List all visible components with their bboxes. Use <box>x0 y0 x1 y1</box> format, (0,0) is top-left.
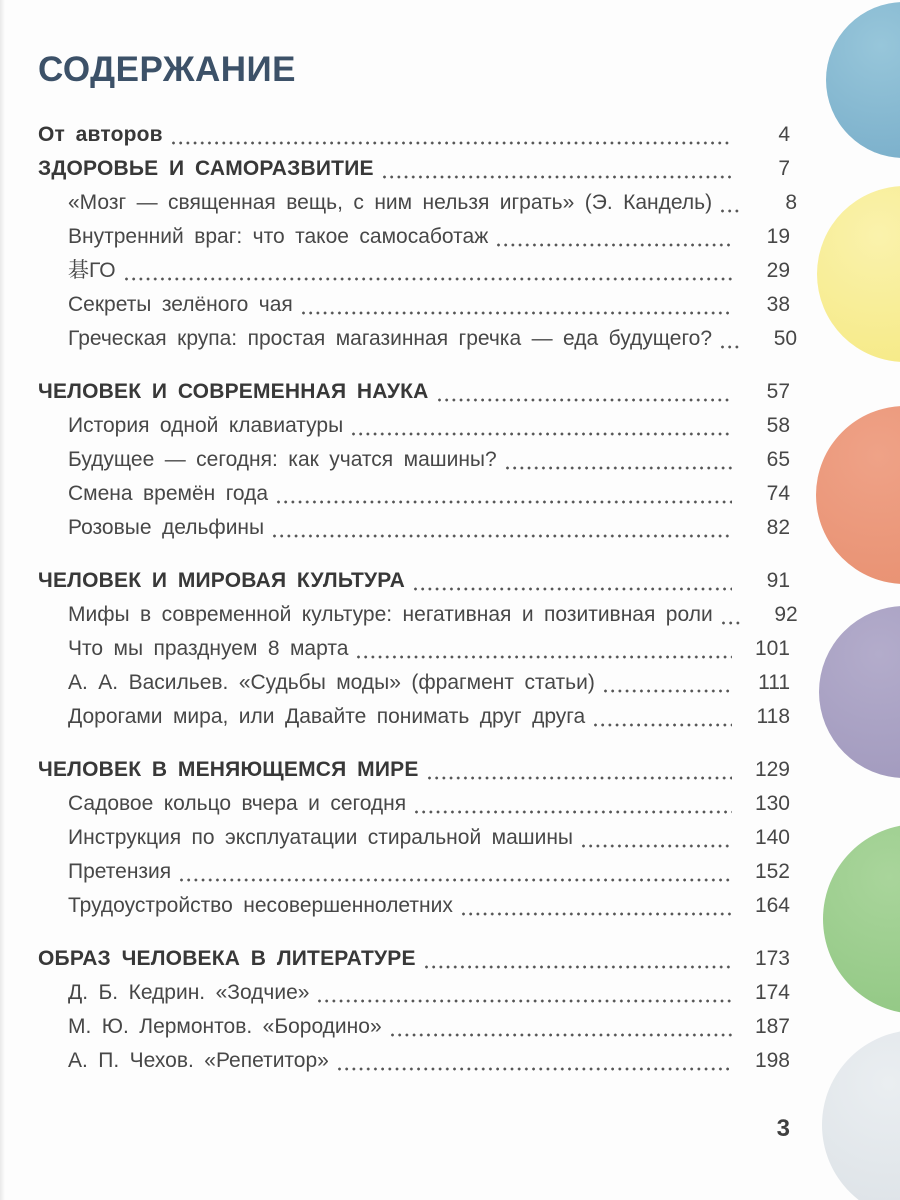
toc-item-page: 29 <box>766 259 790 282</box>
toc-item-label: Розовые дельфины <box>68 516 265 539</box>
toc-item-label: ЗДОРОВЬЕ И САМОРАЗВИТИЕ <box>38 157 374 180</box>
toc-row <box>38 152 790 186</box>
dotted-leader <box>594 723 732 727</box>
toc-item-page: 101 <box>754 637 790 660</box>
toc-item-label: От авторов <box>38 123 163 146</box>
toc-row <box>38 942 790 976</box>
toc-item-label: «Мозг — священная вещь, с ним нельзя играть» (Э. Кандель) <box>68 191 713 214</box>
dotted-leader <box>721 345 739 349</box>
dotted-leader <box>383 175 732 179</box>
toc-item-page: 140 <box>754 826 790 849</box>
toc-item-label: Внутренний враг: что такое самосаботаж <box>68 225 489 248</box>
toc-item-page: 130 <box>754 792 790 815</box>
dotted-leader <box>352 432 732 436</box>
toc-item-page: 8 <box>785 191 798 214</box>
dotted-leader <box>462 912 732 916</box>
toc-item-label: Инструкция по эксплуатации стиральной машины <box>68 826 574 849</box>
dotted-leader <box>721 209 739 213</box>
toc-item-label: М. Ю. Лермонтов. «Бородино» <box>68 1015 382 1038</box>
toc-item-label: ЧЕЛОВЕК И МИРОВАЯ КУЛЬТУРА <box>38 569 406 592</box>
toc-item-page: 174 <box>754 981 790 1004</box>
toc-item-label: Секреты зелёного чая <box>68 293 293 316</box>
dotted-leader <box>722 621 740 625</box>
toc-item-page: 129 <box>754 758 790 781</box>
dotted-leader <box>438 398 732 402</box>
toc-row <box>38 443 790 477</box>
toc-row <box>38 564 790 598</box>
toc-item-label: Садовое кольцо вчера и сегодня <box>68 792 407 815</box>
toc-row <box>38 409 790 443</box>
dotted-leader <box>497 243 732 247</box>
dotted-leader <box>277 500 732 504</box>
toc-row <box>38 821 790 855</box>
toc-row <box>38 632 790 666</box>
toc-item-label: Будущее — сегодня: как учатся машины? <box>68 448 497 471</box>
toc-item-label: Трудоустройство несовершеннолетних <box>68 894 453 917</box>
toc-group <box>38 942 790 1078</box>
toc-row <box>38 666 790 700</box>
toc-item-label: А. П. Чехов. «Репетитор» <box>68 1049 329 1072</box>
dotted-leader <box>357 655 732 659</box>
toc-item-page: 65 <box>766 448 790 471</box>
dotted-leader <box>604 689 732 693</box>
toc-row <box>38 976 790 1010</box>
toc-row <box>38 288 790 322</box>
toc-row <box>38 511 790 545</box>
toc-item-label: Что мы празднуем 8 марта <box>68 637 349 660</box>
toc-item-label: ОБРАЗ ЧЕЛОВЕКА В ЛИТЕРАТУРЕ <box>38 947 416 970</box>
toc-item-page: 58 <box>766 414 790 437</box>
toc-row <box>38 322 798 356</box>
dotted-leader <box>582 844 732 848</box>
toc-group <box>38 118 798 356</box>
toc-item-page: 164 <box>754 894 790 917</box>
dotted-leader <box>415 810 732 814</box>
toc-row <box>38 700 790 734</box>
toc-item-label: Дорогами мира, или Давайте понимать друг друга <box>68 705 586 728</box>
toc-item-label: Д. Б. Кедрин. «Зодчие» <box>68 981 310 1004</box>
folio-page-number: 3 <box>776 1115 790 1142</box>
dotted-leader <box>414 587 732 591</box>
toc-item-label: 碁ГО <box>68 259 116 282</box>
dotted-leader <box>425 965 732 969</box>
toc-group <box>38 564 798 734</box>
dotted-leader <box>180 878 732 882</box>
toc-item-label: ЧЕЛОВЕК И СОВРЕМЕННАЯ НАУКА <box>38 380 429 403</box>
toc-item-page: 173 <box>754 947 790 970</box>
toc-item-page: 152 <box>754 860 790 883</box>
page-title: СОДЕРЖАНИЕ <box>38 50 297 89</box>
toc-item-page: 19 <box>766 225 790 248</box>
dotted-leader <box>506 466 732 470</box>
toc-row <box>38 855 790 889</box>
toc-item-label: Смена времён года <box>68 482 269 505</box>
toc-item-page: 111 <box>758 671 790 694</box>
toc-row <box>38 186 798 220</box>
toc-item-page: 7 <box>778 157 790 180</box>
toc-item-page: 92 <box>774 603 798 626</box>
toc-row <box>38 118 790 152</box>
toc-item-page: 57 <box>766 380 790 403</box>
toc-item-page: 74 <box>766 482 790 505</box>
toc-row <box>38 477 790 511</box>
dotted-leader <box>172 141 732 145</box>
dotted-leader <box>428 776 732 780</box>
toc-group <box>38 375 790 545</box>
toc-row <box>38 753 790 787</box>
toc-item-label: ЧЕЛОВЕК В МЕНЯЮЩЕМСЯ МИРЕ <box>38 758 419 781</box>
toc-item-page: 4 <box>778 123 790 146</box>
toc-group <box>38 753 790 923</box>
dotted-leader <box>391 1033 732 1037</box>
toc-row <box>38 254 790 288</box>
toc-item-label: Претензия <box>68 860 172 883</box>
toc-row <box>38 1010 790 1044</box>
dotted-leader <box>273 534 732 538</box>
toc-item-label: Греческая крупа: простая магазинная гречка — еда будущего? <box>68 327 713 350</box>
toc-row <box>38 1044 790 1078</box>
toc-item-label: А. А. Васильев. «Судьбы моды» (фрагмент статьи) <box>68 671 595 694</box>
toc-item-page: 38 <box>766 293 790 316</box>
toc-row <box>38 220 790 254</box>
toc-item-page: 82 <box>766 516 790 539</box>
dotted-leader <box>302 311 732 315</box>
dotted-leader <box>125 277 732 281</box>
toc-row <box>38 598 798 632</box>
toc-item-page: 50 <box>773 327 798 350</box>
toc-item-page: 91 <box>766 569 790 592</box>
toc-item-page: 198 <box>754 1049 790 1072</box>
toc-item-label: История одной клавиатуры <box>68 414 344 437</box>
toc-row <box>38 787 790 821</box>
dotted-leader <box>338 1067 732 1071</box>
toc-row <box>38 375 790 409</box>
toc-row <box>38 889 790 923</box>
toc-item-page: 187 <box>754 1015 790 1038</box>
toc-item-page: 118 <box>756 705 790 728</box>
toc-item-label: Мифы в современной культуре: негативная и позитивная роли <box>68 603 713 626</box>
toc-list <box>38 118 798 1078</box>
dotted-leader <box>318 999 732 1003</box>
